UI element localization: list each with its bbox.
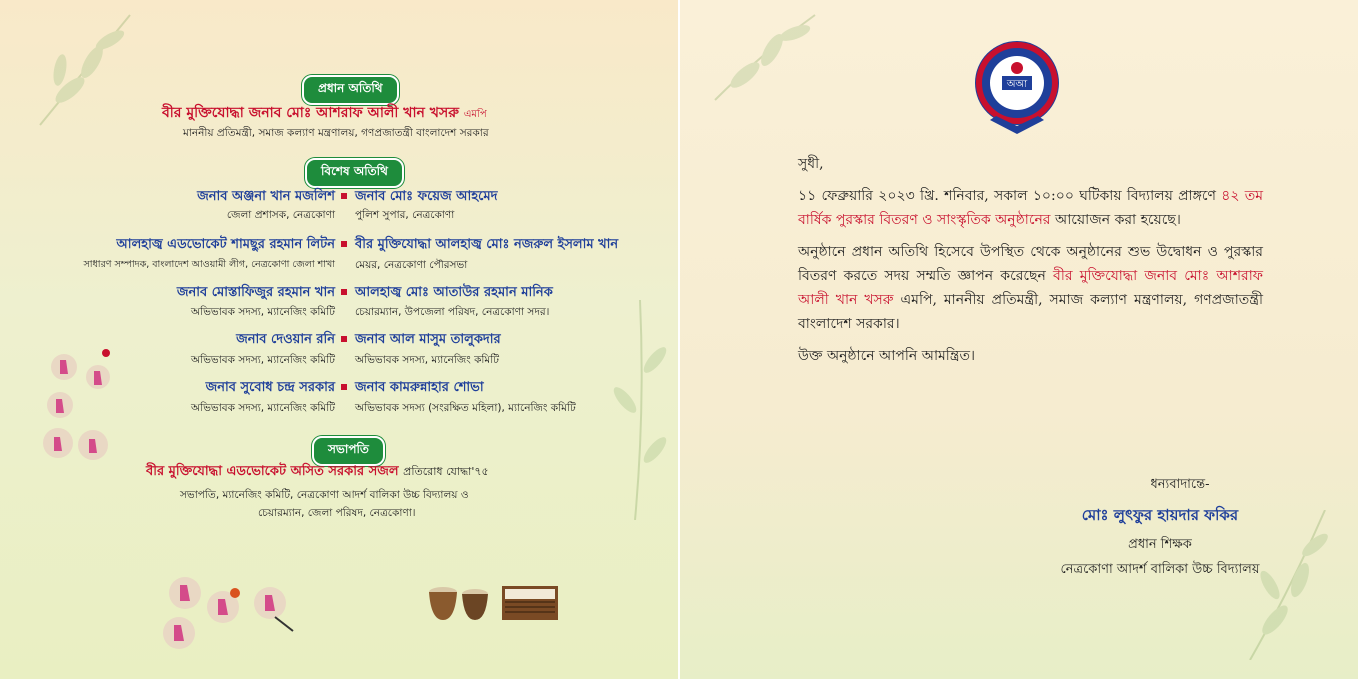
leaf-decoration bbox=[600, 300, 680, 520]
paragraph-chief-guest: অনুষ্ঠানে প্রধান অতিথি হিসেবে উপস্থিত থেকে অনুষ্ঠানের শুভ উদ্বোধন ও পুরস্কার বিতরণ করতে সদয় সম্মতি জ্ঞাপন করেছেন বীর মুক্তিযোদ্ধা জনাব মোঃ আশরাফ আলী খান খসরু এমপি, মাননীয় প্রতিমন্ত্রী, সমাজ কল্যাণ মন্ত্রণালয়, গণপ্রজাতন্ত্রী বাংলাদেশ সরকার। bbox=[798, 244, 1263, 332]
greeting: সুধী, bbox=[798, 156, 824, 172]
leaf-decoration bbox=[710, 5, 820, 105]
separator-bullet bbox=[341, 384, 347, 390]
chief-guest-name: বীর মুক্তিযোদ্ধা জনাব মোঃ আশরাফ আলী খান খসরু এমপি bbox=[162, 105, 487, 121]
guest-title: মেয়র, নেত্রকোণা পৌরসভা bbox=[355, 259, 468, 271]
signatory-title: প্রধান শিক্ষক bbox=[1128, 537, 1192, 552]
guest-title: অভিভাবক সদস্য (সংরক্ষিত মহিলা), ম্যানেজিং কমিটি bbox=[355, 402, 576, 414]
chief-guest-label: প্রধান অতিথি bbox=[302, 75, 399, 105]
leaf-decoration bbox=[30, 10, 140, 130]
tabla-icon bbox=[425, 580, 495, 625]
guest-name: বীর মুক্তিযোদ্ধা আলহাজ্ব মোঃ নজরুল ইসলাম খান bbox=[355, 237, 619, 252]
guest-name: জনাব আল মাসুম তালুকদার bbox=[355, 332, 501, 347]
guest-title: চেয়ারম্যান, উপজেলা পরিষদ, নেত্রকোণা সদর। bbox=[355, 306, 550, 318]
chief-guest-title: মাননীয় প্রতিমন্ত্রী, সমাজ কল্যাণ মন্ত্রণালয়, গণপ্রজাতন্ত্রী বাংলাদেশ সরকার bbox=[183, 127, 489, 139]
guest-title: অভিভাবক সদস্য, ম্যানেজিং কমিটি bbox=[191, 354, 335, 366]
guest-title: সাধারণ সম্পাদক, বাংলাদেশ আওয়ামী লীগ, নেত্রকোণা জেলা শাখা bbox=[83, 259, 335, 270]
svg-text:অআ: অআ bbox=[1006, 79, 1028, 90]
sports-illustration bbox=[155, 565, 305, 650]
guest-name: আলহাজ্ব মোঃ আতাউর রহমান মানিক bbox=[355, 285, 553, 300]
invitation-letter bbox=[798, 152, 1263, 376]
president-name: বীর মুক্তিযোদ্ধা এডভোকেট অসিত সরকার সজল প্রতিরোধ যোদ্ধা'৭৫ bbox=[146, 464, 489, 479]
guest-title: অভিভাবক সদস্য, ম্যানেজিং কমিটি bbox=[355, 354, 499, 366]
guest-title: অভিভাবক সদস্য, ম্যানেজিং কমিটি bbox=[191, 402, 335, 414]
special-guest-label: বিশেষ অতিথি bbox=[305, 158, 404, 188]
separator-bullet bbox=[341, 336, 347, 342]
guest-name: জনাব কামরুন্নাহার শোভা bbox=[355, 380, 484, 395]
school-logo bbox=[972, 38, 1062, 138]
guest-title: পুলিশ সুপার, নেত্রকোণা bbox=[355, 209, 455, 221]
separator-bullet bbox=[341, 289, 347, 295]
signatory-school: নেত্রকোণা আদর্শ বালিকা উচ্চ বিদ্যালয় bbox=[1060, 562, 1260, 577]
paragraph-event: ১১ ফেব্রুয়ারি ২০২৩ খ্রি. শনিবার, সকাল ১০:০০ ঘটিকায় বিদ্যালয় প্রাঙ্গণে ৪২ তম বার্ষিক পুরস্কার বিতরণ ও সাংস্কৃতিক অনুষ্ঠানের আয়োজন করা হয়েছে। bbox=[798, 188, 1264, 228]
harmonium-icon bbox=[500, 580, 560, 625]
closing-text: ধন্যবাদান্তে- bbox=[1150, 477, 1210, 492]
guest-title: অভিভাবক সদস্য, ম্যানেজিং কমিটি bbox=[191, 306, 335, 318]
guest-name: জনাব মোঃ ফয়েজ আহমেদ bbox=[355, 189, 498, 204]
guest-title: জেলা প্রশাসক, নেত্রকোণা bbox=[226, 209, 335, 221]
separator-bullet bbox=[341, 241, 347, 247]
president-title: সভাপতি, ম্যানেজিং কমিটি, নেত্রকোণা আদর্শ বালিকা উচ্চ বিদ্যালয় ও bbox=[180, 489, 469, 501]
signatory-name: মোঃ লুৎফুর হায়দার ফকির bbox=[1081, 506, 1239, 524]
closing-block bbox=[1040, 475, 1280, 581]
guest-name: আলহাজ্ব এডভোকেট শামছুর রহমান লিটন bbox=[116, 237, 335, 252]
guest-name: জনাব সুবোধ চন্দ্র সরকার bbox=[205, 380, 335, 395]
president-label: সভাপতি bbox=[312, 436, 385, 466]
paragraph-invite: উক্ত অনুষ্ঠানে আপনি আমন্ত্রিত। bbox=[798, 348, 976, 364]
sports-illustration bbox=[38, 345, 118, 465]
president-title: চেয়ারম্যান, জেলা পরিষদ, নেত্রকোণা। bbox=[258, 507, 416, 519]
separator-bullet bbox=[341, 193, 347, 199]
guest-name: জনাব অঞ্জনা খান মজলিশ bbox=[197, 189, 335, 204]
guest-name: জনাব মোস্তাফিজুর রহমান খান bbox=[176, 285, 335, 300]
guest-name: জনাব দেওয়ান রনি bbox=[236, 332, 335, 347]
